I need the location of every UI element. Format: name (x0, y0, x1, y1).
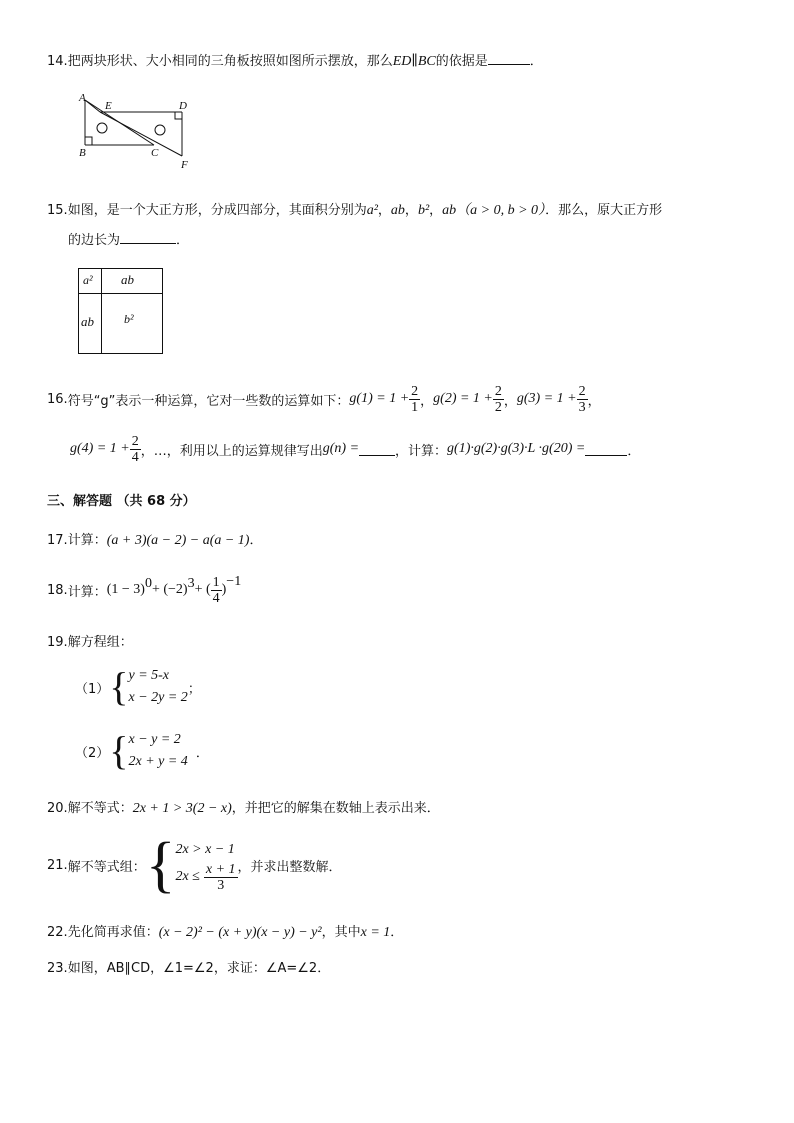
question-text: 利用以上的运算规律写出 (179, 443, 323, 459)
question-16-line2: g(4) = 1 + $\frac{2}{4}$ ，…， 利用以上的运算规律写出 g(n) = ，计算： g(1)·g(2)·g(3)·L ·g(20) = ． (70, 433, 641, 465)
question-text: 如图，AB∥CD，∠1=∠2，求证：∠A=∠2． (67, 961, 331, 976)
label-e: E (105, 100, 112, 112)
question-20: 20.解不等式：2x + 1 > 3(2 − x)，并把它的解集在数轴上表示出来． (47, 801, 440, 816)
question-17: 17.计算：(a + 3)(a − 2) − a(a − 1)． (47, 533, 263, 548)
term: ab (390, 203, 405, 218)
fraction: $\frac{1}{4}$ (212, 574, 220, 606)
question-number: 18. (47, 582, 68, 598)
answer-blank (488, 52, 530, 65)
gn-expr: g(n) = (322, 441, 360, 456)
fraction: $\frac{2}{4}$ (131, 433, 139, 465)
term: a² (366, 203, 378, 218)
product-expr: g(1)·g(2)·g(3)·L ·g(20) = (447, 441, 586, 456)
g1-expr: g(1) = 1 + (349, 391, 410, 406)
question-number: 14. (47, 54, 68, 69)
question-text: 把两块形状、大小相同的三角板按照如图所示摆放，那么 (67, 54, 393, 69)
question-text: ．那么，原大正方形 (545, 203, 663, 218)
question-number: 23. (47, 961, 68, 976)
question-16: 16. 符号“g”表示一种运算，它对一些数的运算如下： g(1) = 1 + $\frac{2}{1}$ ， g(2) = 1 + $\frac{2}{2}$ ， g(3) = 1 + $\frac{2}{3}$ ， (47, 383, 601, 415)
question-text: 符号“g”表示一种运算，它对一些数的运算如下： (67, 393, 350, 409)
fraction: $\frac{x + 1}{3}$ (205, 861, 236, 893)
question-number: 19. (47, 635, 68, 650)
answer-blank (585, 443, 627, 456)
question-14 (47, 50, 543, 70)
question-18: 18. 计算： (1 − 3) 0 + (−2) 3 + ( $\frac{1}{4}$ ) −1 (47, 574, 242, 606)
question-number: 17. (47, 533, 68, 548)
label-c: C (151, 147, 159, 159)
question-number: 22. (47, 925, 68, 940)
answer-blank (359, 443, 395, 456)
cell-tr: ab (121, 272, 134, 287)
triangle-figure (72, 90, 202, 175)
question-text: 的边长为 (68, 233, 121, 248)
section-heading: 三、解答题 （共 68 分） (47, 494, 196, 509)
math-expression: ED∥BC (392, 54, 436, 69)
question-text: 的依据是 (435, 54, 488, 69)
label-f: F (181, 159, 188, 171)
question-number: 16. (47, 391, 68, 407)
question-15: 15.如图，是一个大正方形，分成四部分，其面积分别为a²，ab，b²，ab（a > 0, b > 0）．那么，原大正方形 (47, 203, 663, 218)
question-22: 22.先化简再求值：(x − 2)² − (x + y)(x − y) − y²，其中x = 1． (47, 925, 404, 940)
question-number: 20. (47, 801, 68, 816)
punctuation: ． (529, 54, 543, 69)
g4-expr: g(4) = 1 + (70, 441, 130, 456)
system-2: （2） { x − y = 2 2x + y = 4 ． (75, 728, 209, 773)
brace: { (109, 664, 129, 709)
g2-expr: g(2) = 1 + (433, 391, 493, 406)
system-1: （1） { y = 5-x x − 2y = 2 ； (75, 664, 201, 709)
question-number: 15. (47, 203, 68, 218)
g3-expr: g(3) = 1 + (516, 391, 577, 406)
math-expression: (x − 2)² − (x + y)(x − y) − y² (158, 925, 322, 940)
square-figure (78, 268, 163, 354)
fraction: $\frac{2}{1}$ (411, 383, 419, 415)
question-15-line2 (68, 229, 189, 248)
fraction: $\frac{2}{2}$ (494, 383, 502, 415)
fraction: $\frac{2}{3}$ (578, 383, 586, 415)
condition: （a > 0, b > 0） (456, 203, 546, 218)
question-23 (47, 957, 330, 976)
brace: { (145, 831, 176, 899)
question-text: 如图，是一个大正方形，分成四部分，其面积分别为 (67, 203, 367, 218)
term: b² (417, 203, 430, 218)
math-expression: 2x + 1 > 3(2 − x) (132, 801, 232, 816)
brace: { (109, 728, 129, 773)
label-a: A (79, 92, 86, 104)
cell-br: b² (124, 312, 134, 326)
question-21: 21. 解不等式组： { 2x > x − 1 2x ≤ $\frac{x + 1}{3}$ ，并求出整数解． (47, 831, 342, 899)
label-b: B (79, 147, 86, 159)
math-expression: (a + 3)(a − 2) − a(a − 1) (106, 533, 250, 548)
term: ab (442, 203, 457, 218)
cell-bl: ab (81, 314, 94, 329)
label-d: D (179, 100, 187, 112)
question-19: 19.解方程组： (47, 635, 133, 650)
question-number: 21. (47, 857, 68, 873)
cell-tl: a² (83, 273, 93, 287)
answer-blank (120, 231, 176, 244)
punctuation: ． (176, 233, 190, 248)
question-text: ，计算： (395, 443, 448, 459)
